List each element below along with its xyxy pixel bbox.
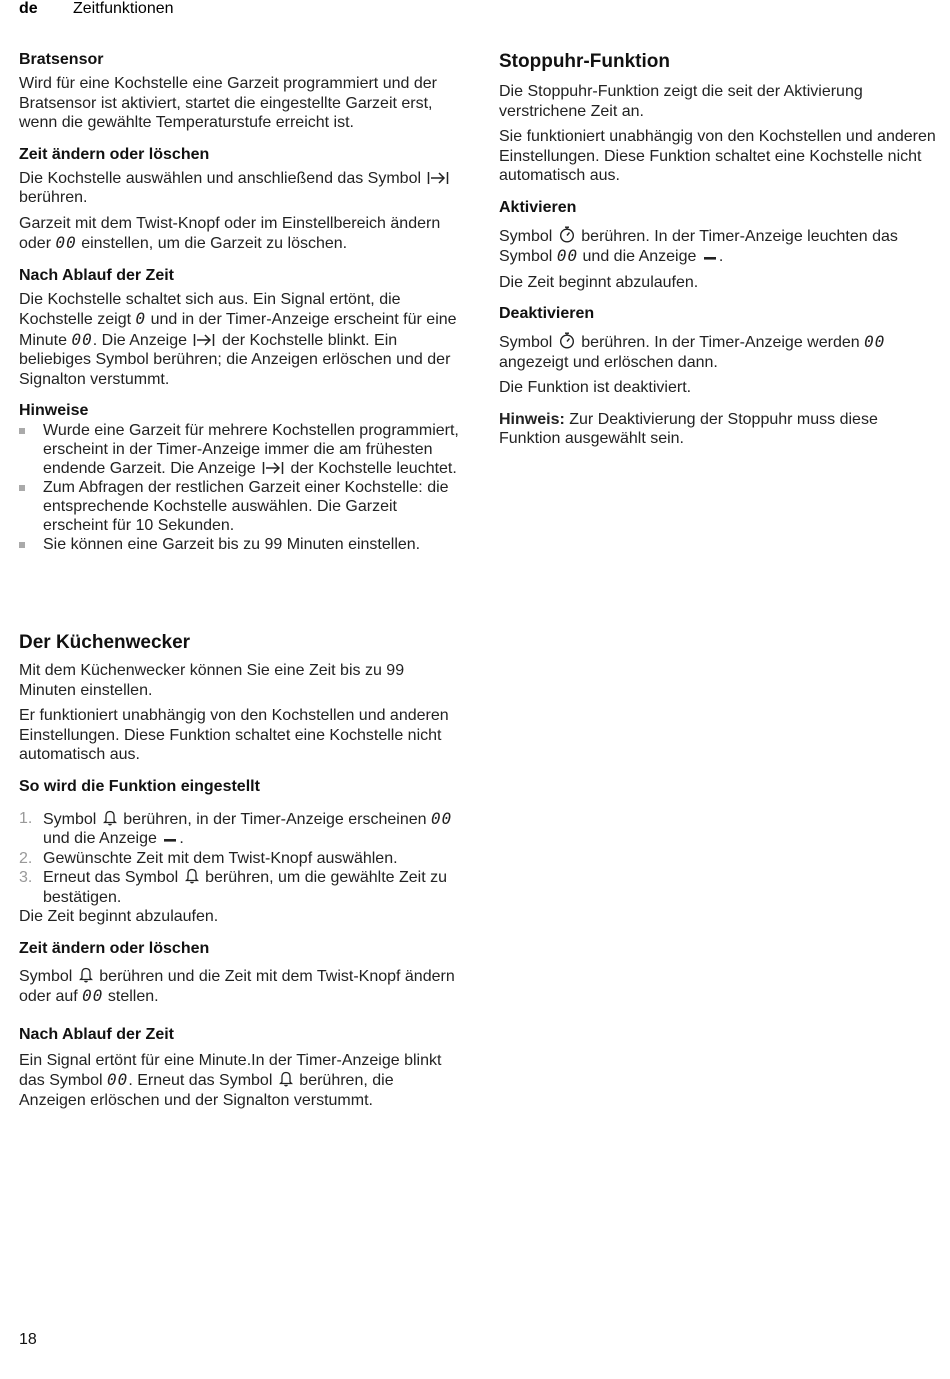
zeit-aendern-section	[19, 145, 459, 254]
text-span: Erneut das Symbol	[43, 869, 179, 886]
list-item	[19, 868, 459, 907]
text-span: Ein Signal ertönt für eine Minute.In der Timer-Anzeige blinkt das Symbol	[19, 1051, 442, 1089]
segment-display-00: 00	[864, 332, 886, 351]
bratsensor-text: Wird für eine Kochstelle eine Garzeit programmiert und der Bratsensor ist aktiviert, startet die eingestellte Garzeit erst, wenn die gewählte Temperaturstufe erreicht ist.	[19, 75, 437, 131]
chapter-title: Zeitfunktionen	[73, 0, 174, 17]
stoppuhr-text-1: Die Stoppuhr-Funktion zeigt die seit der Aktivierung verstrichene Zeit an.	[499, 83, 863, 120]
bell-icon	[279, 1071, 293, 1087]
text-span: und in der Timer-Anzeige erscheint für eine Minute	[19, 311, 457, 349]
text-span: der Kochstelle blinkt. Ein beliebiges Symbol berühren; die Anzeigen erlöschen und der Signalton verstummt.	[19, 331, 451, 388]
list-item	[19, 478, 459, 535]
text-span: Die Kochstelle schaltet sich aus. Ein Signal ertönt, die Kochstelle zeigt	[19, 290, 401, 328]
text-span: Wurde eine Garzeit für mehrere Kochstellen programmiert, erscheint in der Timer-Anzeige immer die am frühesten endende Garzeit. Die Anzeige	[43, 422, 459, 477]
hinweise-section	[19, 401, 459, 554]
segment-display-00: 00	[431, 808, 453, 828]
kuechenwecker-column	[19, 661, 459, 1122]
text-span: angezeigt und erlöschen dann.	[499, 353, 718, 371]
text-span: berühren. In der Timer-Anzeige leuchten das Symbol	[499, 227, 898, 265]
stopwatch-icon	[559, 332, 575, 349]
bell-icon	[185, 868, 199, 884]
text-span: Sie können eine Garzeit bis zu 99 Minuten einstellen.	[43, 536, 421, 553]
stoppuhr-heading: Stoppuhr-Funktion	[499, 51, 670, 72]
kuechenwecker-intro	[19, 661, 459, 765]
stoppuhr-section	[499, 50, 939, 186]
language-tag: de	[19, 0, 38, 17]
right-column	[499, 50, 939, 461]
nach-ablauf-section	[19, 266, 459, 390]
text-span: Garzeit mit dem Twist-Knopf oder im Einstellbereich ändern oder	[19, 214, 441, 252]
text-span: berühren, um die gewählte Zeit zu bestätigen.	[43, 869, 448, 906]
deaktivieren-section	[499, 304, 939, 398]
text-span: und die Anzeige	[582, 248, 697, 265]
nach-ablauf2-heading: Nach Ablauf der Zeit	[19, 1025, 174, 1043]
so-wird-steps	[19, 809, 459, 908]
text-span: . Die Anzeige	[92, 331, 188, 349]
zeit-aendern-heading: Zeit ändern oder löschen	[19, 145, 210, 163]
text-span: berühren und die Zeit mit dem Twist-Knopf ändern oder auf	[19, 967, 455, 1005]
bullet-icon	[19, 542, 25, 548]
zeit-aendern-text-2	[19, 214, 459, 254]
timer-arrow-icon	[193, 333, 215, 347]
hinweis-label: Hinweis:	[499, 410, 565, 428]
kuechenwecker-title-wrap	[19, 631, 459, 663]
nach-ablauf-heading: Nach Ablauf der Zeit	[19, 266, 174, 284]
bullet-icon	[19, 428, 25, 434]
bell-icon	[79, 967, 93, 983]
text-span: . Erneut das Symbol	[128, 1072, 273, 1089]
bratsensor-section	[19, 50, 459, 133]
list-item	[19, 535, 459, 554]
so-wird-section	[19, 777, 459, 927]
hinweis-text	[499, 410, 939, 449]
zeit-aendern2-text	[19, 967, 459, 1007]
kuechenwecker-heading: Der Küchenwecker	[19, 632, 191, 653]
segment-display-00: 00	[55, 233, 77, 252]
text-span: Zum Abfragen der restlichen Garzeit einer Kochstelle: die entsprechende Kochstelle auswählen. Die Garzeit erscheint für 10 Sekunden.	[43, 479, 449, 534]
page-number: 18	[19, 1331, 37, 1348]
dash-indicator-icon	[703, 253, 717, 263]
page-header	[19, 0, 174, 18]
text-span: Symbol	[499, 334, 553, 351]
text-span: Gewünschte Zeit mit dem Twist-Knopf auswählen.	[43, 849, 398, 867]
text-span: berühren. In der Timer-Anzeige werden	[581, 334, 860, 351]
zeit-aendern2-section	[19, 939, 459, 1007]
timer-arrow-icon	[262, 461, 284, 475]
text-span: Symbol	[43, 810, 97, 828]
aktivieren-text: Symbol berühren. In der Timer-Anzeige leuchten das Symbol 00 und die Anzeige .	[499, 227, 898, 265]
text-span: berühren, in der Timer-Anzeige erscheinen	[123, 810, 427, 828]
segment-display-00: 00	[556, 246, 579, 265]
kuechenwecker-text-2: Er funktioniert unabhängig von den Kochstellen und anderen Einstellungen. Diese Funktion schaltet eine Kochstelle nicht automatisch aus.	[19, 707, 449, 763]
nach-ablauf2-section	[19, 1025, 459, 1111]
step-number: 3.	[19, 869, 33, 886]
text-span: berühren.	[19, 189, 88, 206]
deaktivieren-text-2: Die Funktion ist deaktiviert.	[499, 379, 692, 396]
text-span: stellen.	[107, 988, 159, 1005]
zeit-aendern2-heading: Zeit ändern oder löschen	[19, 939, 210, 957]
dash-indicator-icon	[163, 835, 177, 845]
step-number: 1.	[19, 809, 33, 827]
stopwatch-icon	[559, 226, 575, 243]
list-item	[19, 421, 459, 478]
hinweise-list	[19, 421, 459, 554]
nach-ablauf2-text	[19, 1051, 459, 1111]
segment-display-0: 0	[135, 309, 147, 328]
so-wird-heading: So wird die Funktion eingestellt	[19, 777, 260, 795]
aktivieren-text-2: Die Zeit beginnt abzulaufen.	[499, 273, 699, 291]
hinweis-section	[499, 410, 939, 449]
aktivieren-heading: Aktivieren	[499, 198, 577, 216]
text-span: Zur Deaktivierung der Stoppuhr muss diese Funktion ausgewählt sein.	[499, 410, 878, 447]
deaktivieren-heading: Deaktivieren	[499, 305, 595, 322]
list-item: 1. Symbol berühren, in der Timer-Anzeige erscheinen 00 und die Anzeige .	[19, 808, 453, 847]
timer-arrow-icon	[427, 171, 449, 185]
text-span: der Kochstelle leuchtet.	[290, 460, 457, 477]
list-item	[19, 849, 459, 869]
segment-display-00: 00	[82, 986, 104, 1005]
left-column	[19, 50, 459, 566]
so-wird-after: Die Zeit beginnt abzulaufen.	[19, 908, 219, 925]
text-span: und die Anzeige	[43, 830, 157, 847]
text-span: Symbol	[499, 227, 553, 245]
text-span: Symbol	[19, 967, 73, 985]
zeit-aendern-text-1	[19, 169, 459, 208]
bratsensor-heading: Bratsensor	[19, 51, 104, 68]
segment-display-00: 00	[71, 329, 93, 349]
text-span: berühren, die Anzeigen erlöschen und der Signalton verstummt.	[19, 1072, 394, 1109]
deaktivieren-text	[499, 332, 939, 372]
bell-icon	[103, 810, 117, 826]
aktivieren-section	[499, 198, 939, 293]
stoppuhr-text-2: Sie funktioniert unabhängig von den Kochstellen und anderen Einstellungen. Diese Funktion schaltet eine Kochstelle nicht automatisch aus.	[499, 128, 936, 184]
text-span: Die Kochstelle auswählen und anschließend das Symbol	[19, 169, 422, 187]
text-span: einstellen, um die Garzeit zu löschen.	[81, 235, 348, 252]
step-number: 2.	[19, 849, 33, 867]
hinweise-heading: Hinweise	[19, 402, 89, 419]
segment-display-00: 00	[107, 1070, 129, 1089]
kuechenwecker-text-1: Mit dem Küchenwecker können Sie eine Zeit bis zu 99 Minuten einstellen.	[19, 662, 405, 699]
bullet-icon	[19, 485, 25, 491]
nach-ablauf-text	[19, 290, 459, 390]
